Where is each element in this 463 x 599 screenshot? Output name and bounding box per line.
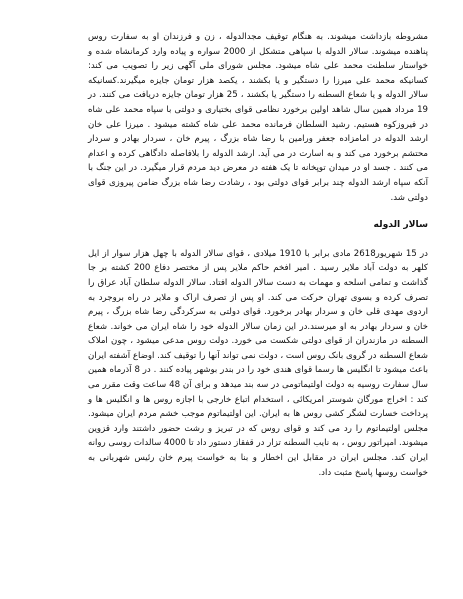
document-body xyxy=(88,30,428,480)
paragraph-mashrouteh: مشروطه بازداشت میشوند. به هنگام توقیف مجدالدوله ، زن و فرزندان او به سفارت روس پناهنده میشوند. سالار الدوله با سپاهی متشکل از 2000 سواره و پیاده وارد کرمانشاه شده و خواستار سلطنت محمد علی شاه میشود. مجلس شورای ملی آگهی زیر را تصویب می کند: کسانیکه محمد علی میرزا را دستگیر و یا بکشند ، یکصد هزار تومان جایزه میگیرند.کسانیکه سالار الدوله و یا شعاع السطنه را دستگیر یا بکشند ، 25 هزار تومان جایزه دریافت می کنند. در 19 مرداد همین سال شاهد اولین برخورد نظامی قوای بختیاری و دولتی با سپاه محمد علی شاه در فیروزکوه هستیم. رشید السلطان فرمانده محمد علی شاه کشته میشود . میرزا علی خان ارشد الدوله در امامزاده جعفر ورامین با رضا شاه بزرگ ، پیرم خان ، سردار بهادر و سردار محتشم برخورد می کند و به اسارت در می آید. ارشد الدوله را بلافاصله دادگاهی کرده و اعدام می کنند . جسد او در میدان توپخانه تا یک هفته در معرض دید مردم قرار میگیرد. در این جنگ با آنکه سپاه ارشد الدوله چند برابر قوای دولتی بود ، رشادت رضا شاه بزرگ ضامن پیروزی قوای دولتی شد. xyxy=(88,32,428,203)
section-heading: سالار الدوله xyxy=(373,219,428,231)
paragraph-salar-aldowleh: در 15 شهریور2618 مادی برابر با 1910 میلادی ، قوای سالار الدوله با چهل هزار سوار از ایل کلهر به دولت آباد ملایر رسید . امیر افخم حاکم ملایر پس از مختصر دفاع 200 کشته بر جا گذاشت و تمامی اسلحه و مهمات به دست سالار الدوله افتاد. سالار الدوله سلطان آباد عراق را تصرف کرده و بسوی تهران حرکت می کند. او پس از تصرف اراک و ملایر در راه بروجرد به اردوی مهدی قلی خان و سردار بهادر برخورد. قوای دولتی به سرکردگی رضا شاه بزرگ ، پیرم خان و سردار بهادر به او میرسند.در این زمان سالار الدوله خود را شاه ایران می خواند. شعاع السطنه در مازندران از قوای دولتی شکست می خورد. دولت روس مدعی میشود ، چون املاک شعاع السطنه در گروی بانک روس است ، دولت نمی تواند آنها را توقیف کند. اوضاع آشفته ایران باعث میشود تا انگلیس ها رسما قوای هندی خود را در بندر بوشهر پیاده کنند . در 8 آذرماه همین سال سفارت روسیه به دولت اولتیماتومی در سه بند میدهد و برای آن 48 ساعت وقت مقرر می کند : اخراج مورگان شوستر امریکائی ، استخدام اتباع خارجی با اجازه روس ها و انگلیس ها و پرداخت خسارت لشگر کشی روس ها به ایران. این اولتیماتوم موجب خشم مردم ایران میشود. مجلس اولتیماتوم را رد می کند و قوای روس که در تبریز و رشت حضور داشتند وارد قزوین میشوند. امپراتور روس ، به نایب السطنه تزار در قفقاز دستور داد تا 4000 سالدات روسی روانه ایران کند. مجلس ایران در مقابل این اخطار و بنا به خواست پیرم خان رئیس شهربانی به خواست روسها پاسخ مثبت داد. xyxy=(88,248,429,478)
